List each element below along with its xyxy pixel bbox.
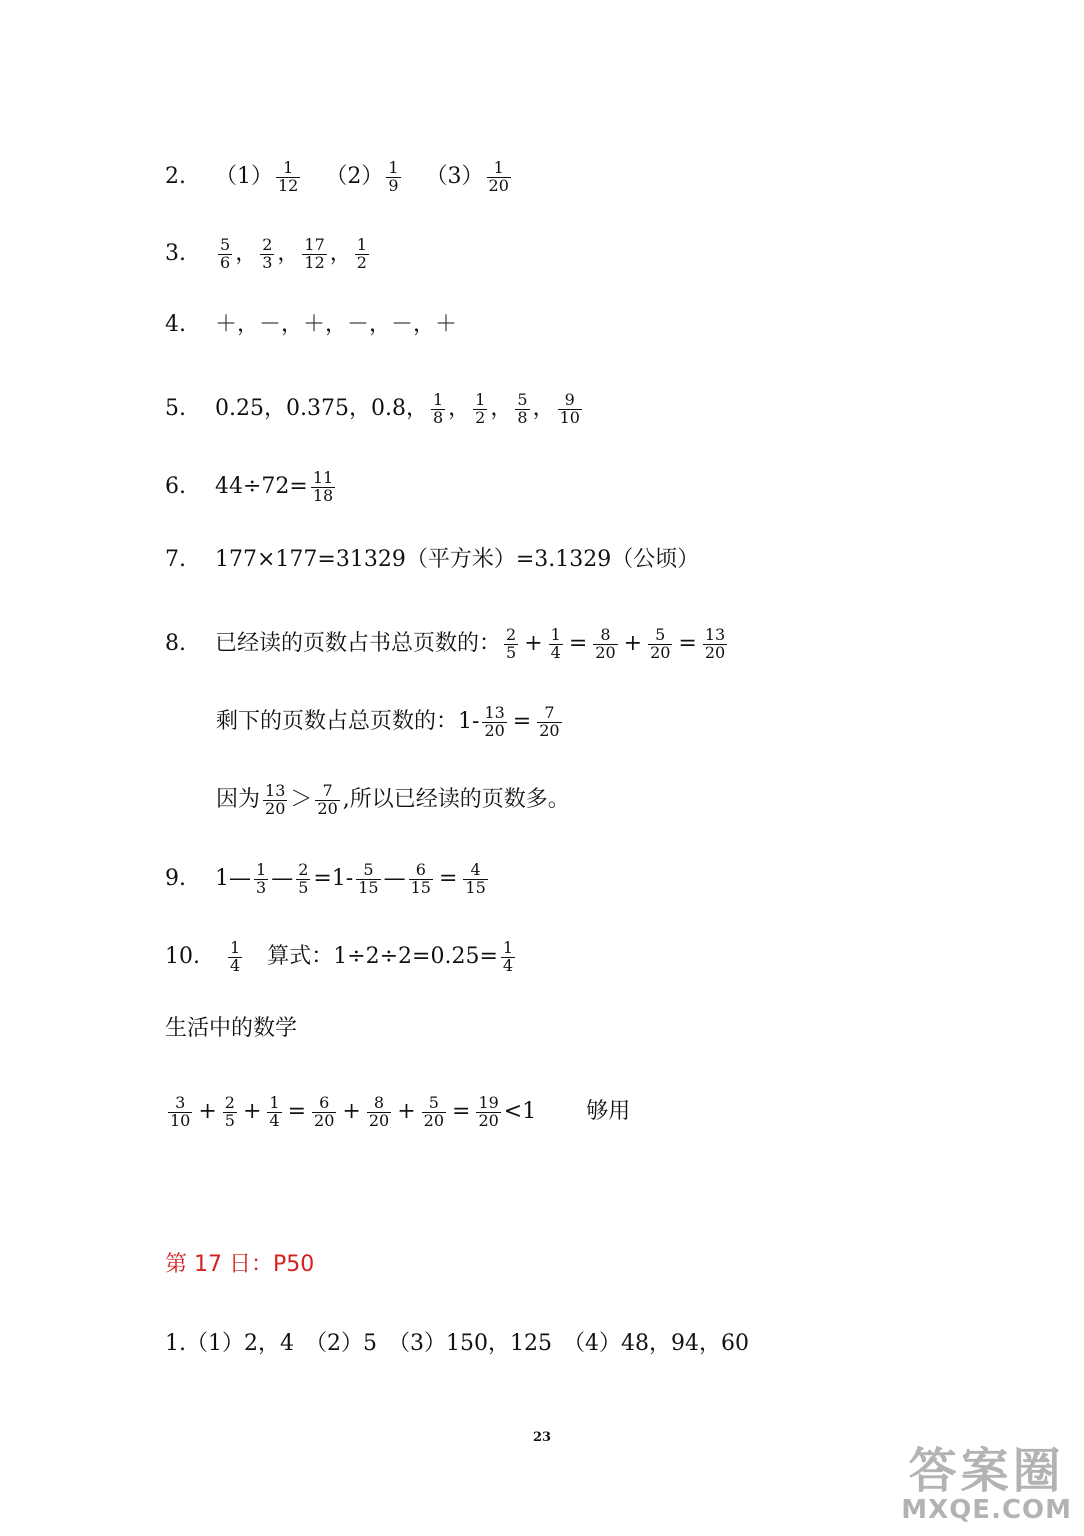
plus-sign: + [397,1099,416,1125]
section-title-life-math: 生活中的数学 [165,1016,298,1041]
fraction: $\frac{6}{20}$ [314,1093,335,1130]
plus-sign: + [198,1099,217,1125]
fraction: $\frac{5}{15}$ [358,860,379,897]
item-number: 10. [165,944,200,970]
separator: ， [532,396,555,422]
fraction: $\frac{4}{15}$ [465,860,486,897]
fraction: $\frac{5}{20}$ [650,625,671,662]
answer-line-8-conclusion [216,783,570,818]
part-label: （2） [325,164,384,190]
answer-text: 177×177=31329（平方米）=3.1329（公顷） [215,547,700,572]
fraction: $\frac{2}{3}$ [262,235,273,272]
fraction: $\frac{6}{15}$ [410,860,431,897]
day-heading: 第 17 日：P50 [165,1252,315,1277]
separator: ， [490,396,513,422]
answer-line-10 [165,940,518,975]
answer-text: 剩下的页数占总页数的：1- [216,709,480,735]
item-number: 5. [165,396,186,422]
item-number: 4. [165,312,186,337]
fraction: $\frac{1}{9}$ [388,158,399,195]
fraction: $\frac{5}{6}$ [220,235,231,272]
answer-line-7 [165,549,699,571]
equals-sign: = [568,631,588,657]
fraction: $\frac{9}{10}$ [559,390,580,427]
separator: ， [277,241,300,267]
answer-text: ＋，－，＋，－，－，＋ [215,312,458,337]
item-number: 2. [165,164,186,190]
answer-line-3 [165,237,372,272]
answer-line-6 [165,470,338,505]
fraction: $\frac{1}{4}$ [550,625,561,662]
part-label: （3） [425,164,484,190]
fraction: $\frac{1}{4}$ [230,938,241,975]
answer-line-2 [165,160,514,195]
fraction: $\frac{2}{5}$ [224,1093,235,1130]
equals-sign: = [438,866,458,892]
result-text: 够用 [586,1099,631,1125]
life-math-equation [165,1095,630,1130]
answer-line-8 [165,627,730,662]
minus-sign: — [271,866,294,892]
answer-text: 44÷72= [215,474,308,500]
equals-sign: = [452,1099,471,1125]
plus-sign: + [524,631,543,657]
answer-text: =1- [313,866,354,892]
fraction: $\frac{1}{4}$ [269,1093,280,1130]
answer-line-17-1: 1.（1）2，4 （2）5 （3）150，125 （4）48，94，60 [165,1331,749,1356]
answer-text: 1— [215,866,251,892]
item-number: 9. [165,866,186,892]
fraction: $\frac{17}{12}$ [304,235,325,272]
item-number: 7. [165,547,186,572]
plus-sign: + [242,1099,262,1125]
answer-line-4 [165,314,457,336]
answer-text: 已经读的页数占书总页数的： [215,631,502,657]
minus-sign: — [383,866,406,892]
separator: ， [329,241,352,267]
separator: ， [448,396,471,422]
item-number: 6. [165,474,186,500]
answer-text: 0.25，0.375，0.8， [215,396,428,422]
fraction: $\frac{5}{8}$ [517,390,528,427]
equals-sign: = [287,1099,307,1125]
part-label: （1） [215,164,273,190]
fraction: $\frac{8}{20}$ [595,625,616,662]
answer-text: ,所以已经读的页数多。 [342,787,570,813]
fraction: $\frac{2}{5}$ [506,625,517,662]
fraction: $\frac{2}{5}$ [298,860,309,897]
fraction: $\frac{1}{4}$ [502,938,514,975]
page-number: 23 [532,1430,552,1445]
separator: ， [235,241,258,267]
greater-than-sign: ＞ [290,787,313,813]
less-than-one: <1 [503,1099,537,1125]
answer-line-9 [165,862,491,897]
fraction: $\frac{3}{10}$ [170,1093,191,1130]
fraction: $\frac{1}{20}$ [488,158,509,195]
item-number: 8. [165,631,186,657]
watermark-logo [901,1442,1072,1526]
answer-text: 算式：1÷2÷2=0.25= [267,944,498,970]
answer-line-8-remaining [216,705,565,740]
fraction: $\frac{8}{20}$ [368,1093,390,1130]
fraction: $\frac{13}{20}$ [704,625,726,662]
plus-sign: + [623,631,643,657]
fraction: $\frac{1}{12}$ [278,158,299,195]
fraction: $\frac{1}{2}$ [356,235,367,272]
fraction: $\frac{5}{20}$ [423,1093,444,1130]
fraction: $\frac{7}{20}$ [539,703,560,740]
fraction: $\frac{7}{20}$ [317,781,338,818]
fraction: $\frac{1}{2}$ [475,390,486,427]
fraction: $\frac{19}{20}$ [478,1093,499,1130]
plus-sign: + [342,1099,361,1125]
answer-line-5 [165,392,585,427]
answer-text: 因为 [216,787,261,813]
fraction: $\frac{1}{3}$ [256,860,267,897]
fraction: $\frac{13}{20}$ [265,781,286,818]
item-number: 3. [165,241,186,267]
fraction: $\frac{13}{20}$ [484,703,505,740]
equals-sign: = [512,709,532,735]
watermark-url: MXQE.COM [901,1494,1072,1525]
fraction: $\frac{11}{18}$ [312,468,334,505]
fraction: $\frac{1}{8}$ [432,390,444,427]
equals-sign: = [678,631,697,657]
watermark-text: 答案圈 [908,1442,1065,1499]
